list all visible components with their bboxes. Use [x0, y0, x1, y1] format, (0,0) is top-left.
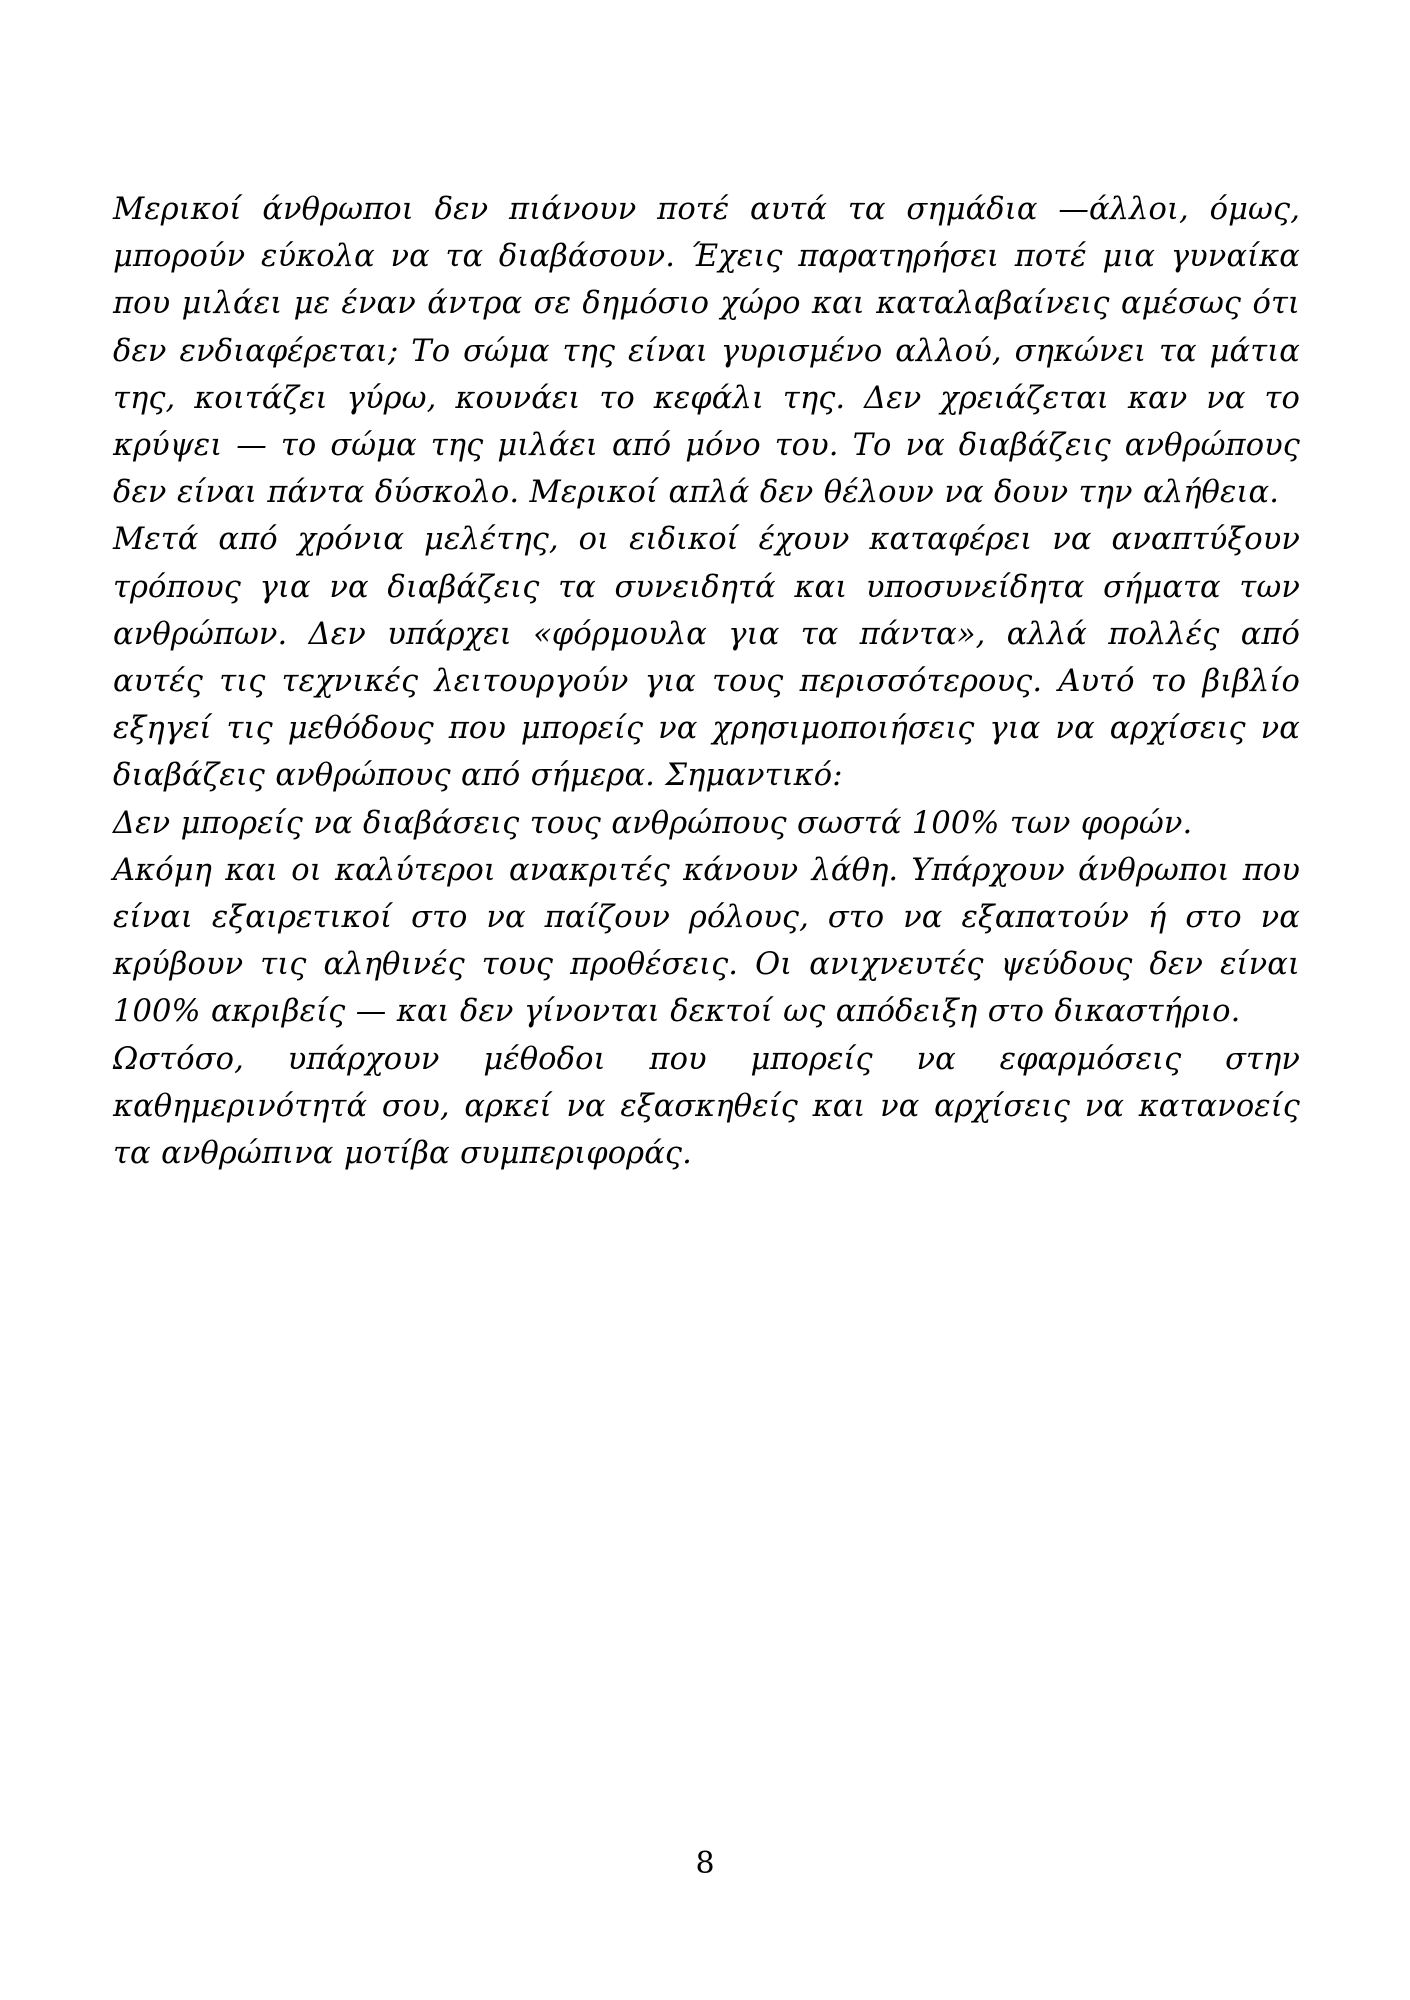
page-body-text: [113, 186, 1300, 1177]
paragraph-3: Δεν μπορείς να διαβάσεις τους ανθρώπους σωστά 100% των φορών.: [113, 805, 1193, 841]
paragraph-5: Ωστόσο, υπάρχουν μέθοδοι που μπορείς να εφαρμόσεις στην καθημερινότητά σου, αρκεί να εξασκηθείς και να αρχίσεις να κατανοείς τα ανθρώπινα μοτίβα συμπεριφοράς.: [113, 1041, 1300, 1172]
page-number: 8: [695, 1846, 715, 1881]
paragraph-4: Ακόμη και οι καλύτεροι ανακριτές κάνουν λάθη. Υπάρχουν άνθρωποι που είναι εξαιρετικοί στο να παίζουν ρόλους, στο να εξαπατούν ή στο να κρύβουν τις αληθινές τους προθέσεις. Οι ανιχνευτές ψεύδους δεν είναι 100% ακριβείς — και δεν γίνονται δεκτοί ως απόδειξη στο δικαστήριο.: [113, 852, 1300, 1030]
paragraph-1: Μερικοί άνθρωποι δεν πιάνουν ποτέ αυτά τα σημάδια —άλλοι, όμως, μπορούν εύκολα να τα διαβάσουν. Έχεις παρατηρήσει ποτέ μια γυναίκα που μιλάει με έναν άντρα σε δημόσιο χώρο και καταλαβαίνεις αμέσως ότι δεν ενδιαφέρεται; Το σώμα της είναι γυρισμένο αλλού, σηκώνει τα μάτια της, κοιτάζει γύρω, κουνάει το κεφάλι της. Δεν χρειάζεται καν να το κρύψει — το σώμα της μιλάει από μόνο του. Το να διαβάζεις ανθρώπους δεν είναι πάντα δύσκολο. Μερικοί απλά δεν θέλουν να δουν την αλήθεια.: [113, 192, 1300, 511]
paragraph-2: Μετά από χρόνια μελέτης, οι ειδικοί έχουν καταφέρει να αναπτύξουν τρόπους για να διαβάζεις τα συνειδητά και υποσυνείδητα σήματα των ανθρώπων. Δεν υπάρχει «φόρμουλα για τα πάντα», αλλά πολλές από αυτές τις τεχνικές λειτουργούν για τους περισσότερους. Αυτό το βιβλίο εξηγεί τις μεθόδους που μπορείς να χρησιμοποιήσεις για να αρχίσεις να διαβάζεις ανθρώπους από σήμερα. Σημαντικό:: [113, 522, 1300, 794]
